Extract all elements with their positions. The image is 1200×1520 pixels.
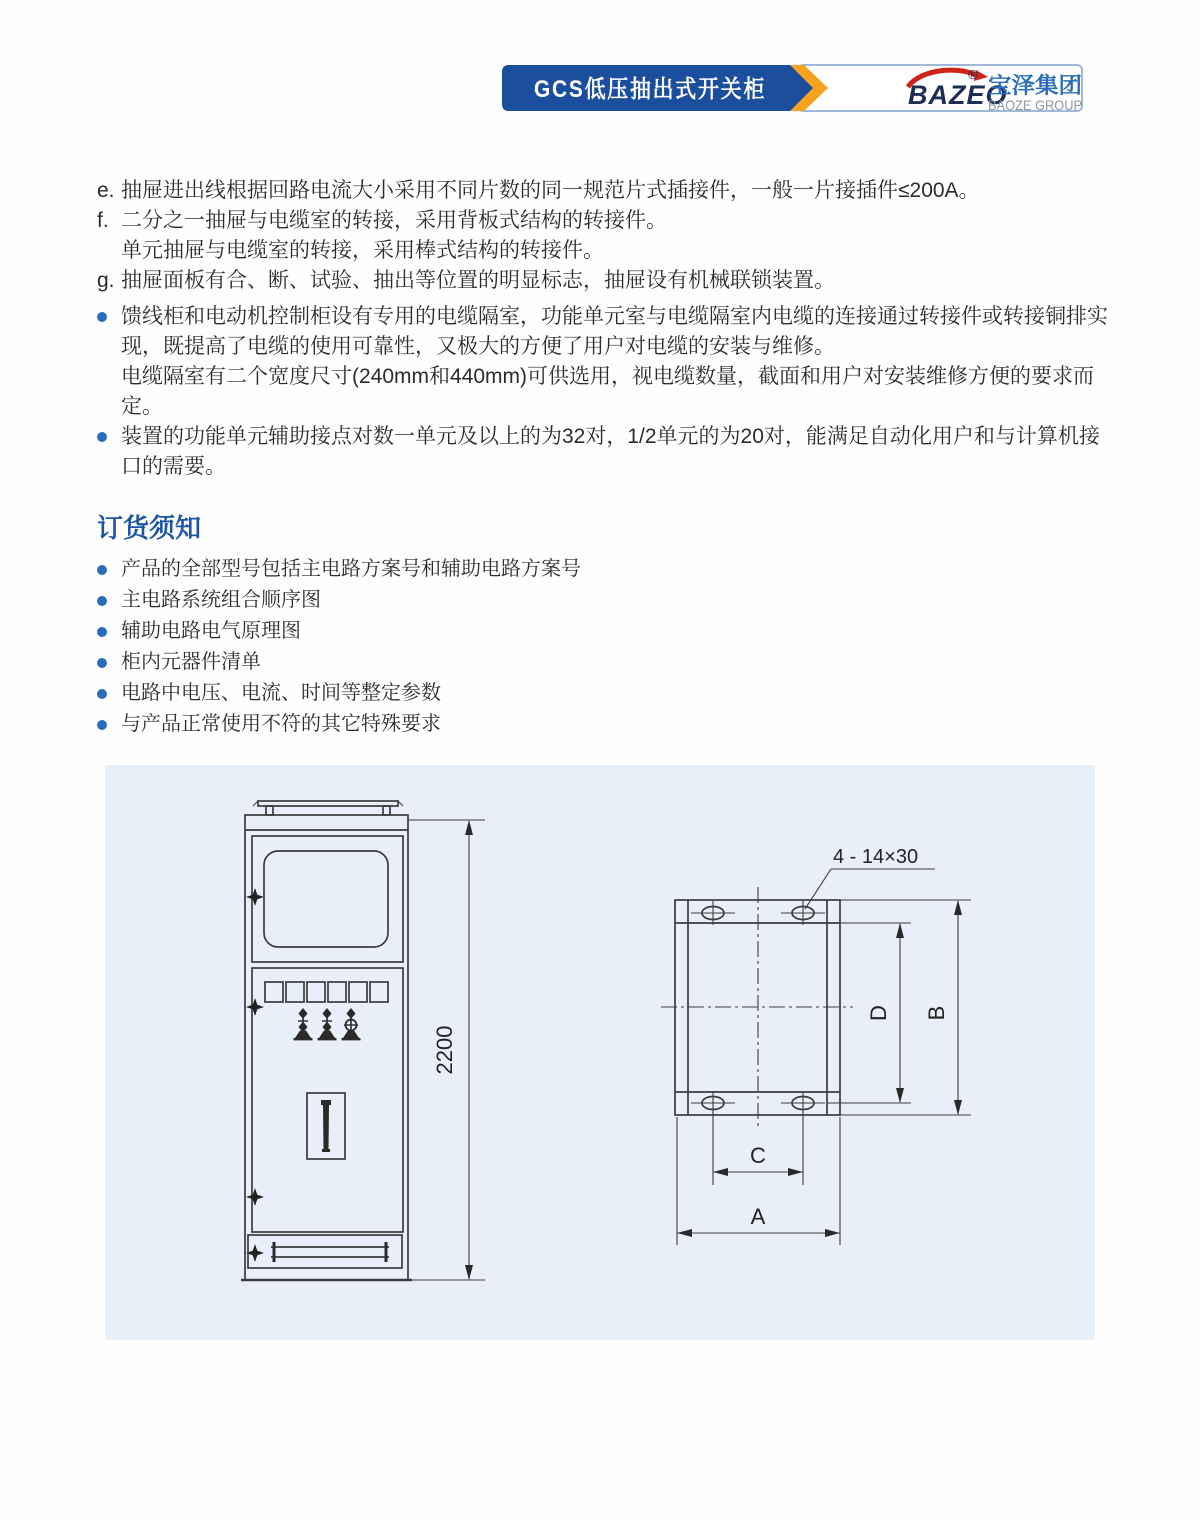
bullet-dot-icon <box>97 432 107 442</box>
intro-item-e <box>97 176 1109 206</box>
item-label: g. <box>97 269 115 292</box>
order-item-text: 电路中电压、电流、时间等整定参数 <box>121 682 441 704</box>
order-item-text: 辅助电路电气原理图 <box>121 620 301 642</box>
dimension-B <box>924 900 962 1115</box>
door-handle <box>307 1093 345 1159</box>
hole-size-label: 4 - 14×30 <box>833 846 919 868</box>
page-title: GCS低压抽出式开关柜 <box>534 76 801 103</box>
bullet-paragraph: 馈线柜和电动机控制柜设有专用的电缆隔室，功能单元室与电缆隔室内电缆的连接通过转接件或转接铜排实现，既提高了电缆的使用可靠性，又极大的方便了用户对电缆的安装与维修。 <box>121 305 1108 358</box>
bullet-dot-icon <box>97 689 107 699</box>
body-content <box>97 176 1109 740</box>
dimension-A <box>677 1117 840 1245</box>
bullet-paragraph: 装置的功能单元辅助接点对数一单元及以上的为32对，1/2单元的为20对，能满足自动化用户和与计算机接口的需要。 <box>121 425 1100 478</box>
item-text: 单元抽屉与电缆室的转接，采用棒式结构的转接件。 <box>121 239 604 262</box>
order-item <box>97 709 1109 740</box>
dim-label-C: C <box>750 1143 766 1168</box>
cabinet-front-view <box>241 801 485 1280</box>
bullet-dot-icon <box>97 312 107 322</box>
order-item <box>97 678 1109 709</box>
order-item-text: 与产品正常使用不符的其它特殊要求 <box>121 713 441 735</box>
dimension-C <box>713 1111 803 1185</box>
registered-mark-icon: ® <box>968 67 978 82</box>
item-text: 抽屉进出线根据回路电流大小采用不同片数的同一规范片式插接件，一般一片接插件≤200A。 <box>121 179 980 202</box>
item-text: 抽屉面板有合、断、试验、抽出等位置的明显标志，抽屉设有机械联锁装置。 <box>121 269 835 292</box>
door-lock-icons <box>246 888 264 1262</box>
section-heading: 订货须知 <box>97 513 202 543</box>
bullet-dot-icon <box>97 658 107 668</box>
logo-cn-name: 宝泽集团 <box>988 73 1082 98</box>
bullet-item <box>97 302 1109 422</box>
cabinet-height-label: 2200 <box>432 1025 457 1075</box>
bullet-dot-icon <box>97 627 107 637</box>
order-item <box>97 585 1109 616</box>
order-item-text: 柜内元器件清单 <box>121 651 261 673</box>
control-switch-icons <box>294 1008 361 1039</box>
order-item-text: 主电路系统组合顺序图 <box>121 589 321 611</box>
technical-drawing-panel <box>105 765 1095 1340</box>
page-header <box>498 62 1098 118</box>
bullet-dot-icon <box>97 565 107 575</box>
technical-drawings <box>105 765 1095 1340</box>
bullet-dot-icon <box>97 720 107 730</box>
dim-label-D: D <box>866 1005 891 1021</box>
item-label: f. <box>97 209 109 232</box>
bullet-text <box>121 302 1109 422</box>
indicator-windows <box>265 982 388 1002</box>
order-item-text: 产品的全部型号包括主电路方案号和辅助电路方案号 <box>121 558 581 580</box>
order-item <box>97 554 1109 585</box>
vent-grille <box>248 1235 402 1268</box>
logo-en-name: BAOZE GROUP <box>988 97 1082 113</box>
logo-brand: BAZEO <box>908 80 1008 110</box>
item-label <box>97 236 121 266</box>
order-item <box>97 616 1109 647</box>
bullet-text <box>121 422 1109 482</box>
intro-item-f <box>97 206 1109 236</box>
item-label: e. <box>97 179 115 202</box>
bullet-dot-icon <box>97 596 107 606</box>
order-item <box>97 647 1109 678</box>
item-text: 二分之一抽屉与电缆室的转接，采用背板式结构的转接件。 <box>121 209 667 232</box>
intro-item-g <box>97 266 1109 296</box>
bullet-item <box>97 422 1109 482</box>
dim-label-A: A <box>750 1204 766 1229</box>
base-mounting-plan <box>661 846 971 1245</box>
dim-label-B: B <box>924 1005 949 1021</box>
intro-item-f-cont <box>97 236 1109 266</box>
dimension-D <box>866 923 904 1103</box>
bullet-paragraph: 电缆隔室有二个宽度尺寸(240mm和440mm)可供选用，视电缆数量，截面和用户对安装维修方便的要求而定。 <box>121 365 1095 418</box>
height-dimension <box>408 820 485 1280</box>
